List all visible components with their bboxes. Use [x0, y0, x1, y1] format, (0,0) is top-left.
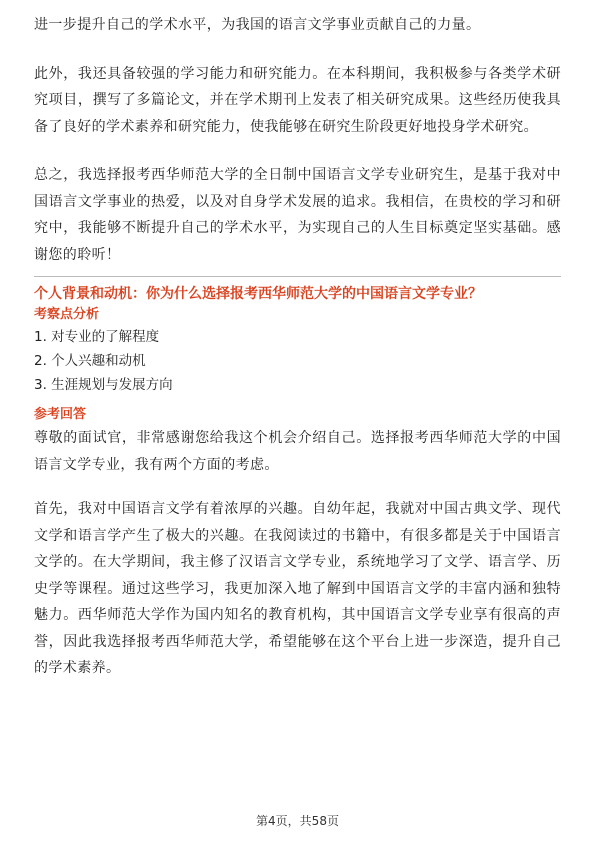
analysis-item: 2. 个人兴趣和动机: [34, 353, 146, 369]
answer-body: 首先，我对中国语言文学有着浓厚的兴趣。自幼年起，我就对中国古典文学、现代文学和语言学产生了极大的兴趣。在我阅读过的书籍中，有很多都是关于中国语言文学的。在大学期间，我主修了汉语言文学专业，系统地学习了文学、语言学、历史学等课程。通过这些学习，我更加深入地了解到中国语言文学的丰富内涵和独特魅力。西华师范大学作为国内知名的教育机构，其中国语言文学专业享有很高的声誉，因此我选择报考西华师范大学，希望能够在这个平台上进一步深造，提升自己的学术素养。: [34, 501, 561, 676]
paragraph-conclusion: 总之，我选择报考西华师范大学的全日制中国语言文学专业研究生，是基于我对中国语言文学事业的热爱，以及对自身学术发展的追求。我相信，在贵校的学习和研究中，我能够不断提升自己的学术水平，为实现自己的人生目标奠定坚实基础。感谢您的聆听！: [34, 167, 561, 263]
paragraph-continuation: 进一步提升自己的学术水平，为我国的语言文学事业贡献自己的力量。: [34, 17, 481, 33]
paragraph-abilities: 此外，我还具备较强的学习能力和研究能力。在本科期间，我积极参与各类学术研究项目，撰写了多篇论文，并在学术期刊上发表了相关研究成果。这些经历使我具备了良好的学术素养和研究能力，使我能够在研究生阶段更好地投身学术研究。: [34, 65, 561, 135]
answer-intro: 尊敬的面试官，非常感谢您给我这个机会介绍自己。选择报考西华师范大学的中国语言文学专业，我有两个方面的考虑。: [34, 430, 561, 473]
answer-heading: 参考回答: [34, 407, 87, 422]
paragraph-gap: [34, 478, 561, 496]
analysis-item: 1. 对专业的了解程度: [34, 329, 160, 345]
section-divider: [34, 276, 561, 277]
section-gap: [34, 397, 561, 405]
page-number: 第4页，共58页: [256, 814, 339, 828]
analysis-heading: 考察点分析: [34, 307, 100, 322]
paragraph-gap: [34, 39, 561, 61]
question-title: 个人背景和动机：你为什么选择报考西华师范大学的中国语言文学专业？: [34, 286, 482, 302]
paragraph-gap: [34, 140, 561, 162]
document-page: [34, 12, 561, 682]
analysis-item: 3. 生涯规划与发展方向: [34, 377, 173, 393]
